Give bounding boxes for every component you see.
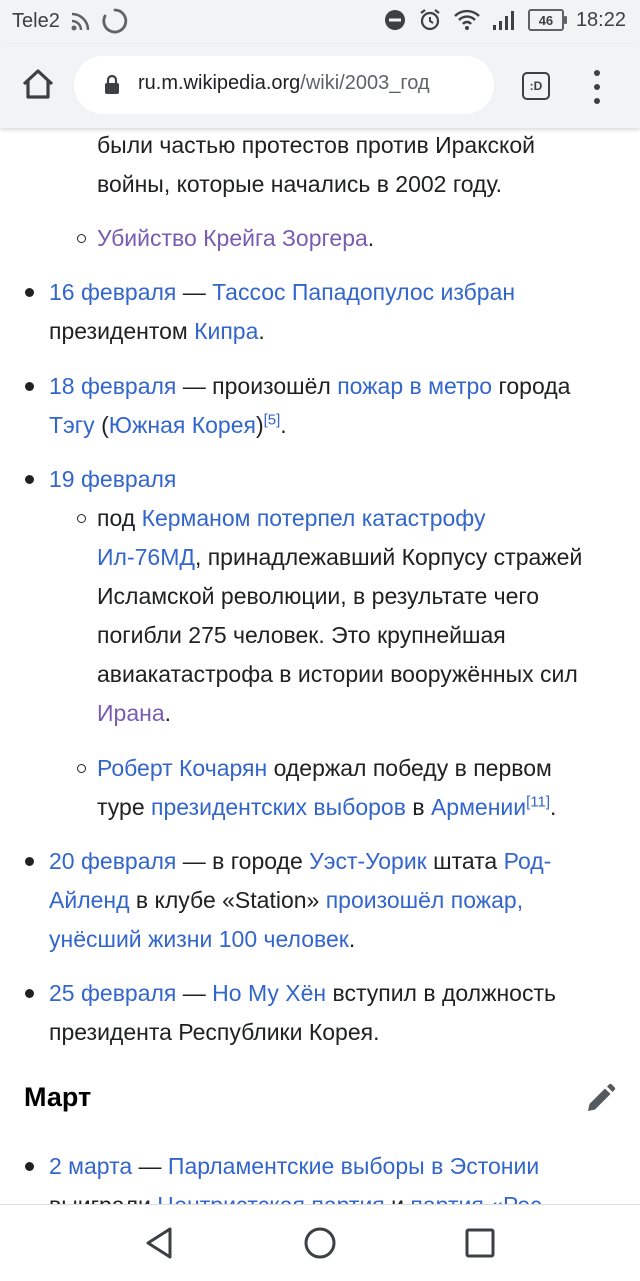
text: . xyxy=(280,412,287,438)
list-item-feb18 xyxy=(49,367,570,406)
url-host: ru.m.wikipedia.org xyxy=(138,72,301,94)
bullet xyxy=(25,382,34,391)
text: ) xyxy=(255,412,264,438)
station-fire-link[interactable]: произошёл пожар, xyxy=(325,887,524,913)
date-link[interactable]: 16 февраля xyxy=(49,279,177,305)
browser-toolbar xyxy=(0,44,640,128)
edit-section-button[interactable] xyxy=(584,1083,616,1115)
armenia-link[interactable]: Армении xyxy=(430,794,527,820)
text: — xyxy=(176,980,213,1006)
date-link[interactable]: 20 февраля xyxy=(49,848,177,874)
text: штата xyxy=(426,848,504,874)
status-bar xyxy=(0,0,640,44)
text-line: Исламской революции, в результате чего xyxy=(97,583,540,609)
ref-link[interactable]: [11] xyxy=(526,793,550,811)
date-link[interactable]: 2 марта xyxy=(49,1153,133,1179)
kocharyan-link[interactable]: Роберт Кочарян xyxy=(97,755,268,781)
iran-link[interactable]: Ирана xyxy=(97,700,165,726)
text-line xyxy=(49,881,523,920)
lock-icon xyxy=(104,75,120,100)
bullet xyxy=(25,1162,34,1171)
text-line: президента Республики Корея. xyxy=(49,1019,380,1045)
tab-switcher-button[interactable]: :D xyxy=(522,72,550,100)
text-line: погибли 275 человек. Это крупнейшая xyxy=(97,622,506,648)
text: под xyxy=(97,505,142,531)
more-menu-button[interactable] xyxy=(590,70,604,104)
text: — в городе xyxy=(176,848,310,874)
list-item-feb19 xyxy=(49,460,176,499)
sub-bullet xyxy=(77,234,86,243)
dot-icon xyxy=(594,70,600,76)
text: президентом xyxy=(49,318,195,344)
text: . xyxy=(348,926,356,952)
date-link[interactable]: 25 февраля xyxy=(49,980,177,1006)
text: — xyxy=(176,279,213,305)
text: города xyxy=(492,373,571,399)
text: — xyxy=(132,1153,168,1179)
papadopoulos-link[interactable]: Тассос Пападопулос избран xyxy=(212,279,516,305)
rhode-island-link-cont[interactable]: Айленд xyxy=(49,887,130,913)
section-heading-march: Март xyxy=(24,1082,92,1112)
clock: 18:22 xyxy=(575,8,626,31)
text-line xyxy=(97,499,485,538)
text-line xyxy=(97,538,582,577)
text: в xyxy=(405,794,431,820)
daegu-link[interactable]: Тэгу xyxy=(49,412,95,438)
article-content xyxy=(0,128,640,1204)
recents-square-icon xyxy=(460,1223,500,1263)
url-text xyxy=(138,72,430,95)
cast-icon xyxy=(70,10,92,32)
signal-icon xyxy=(492,9,516,31)
text-line xyxy=(49,312,265,351)
text-line: войны, которые начались в 2002 году. xyxy=(97,171,503,197)
kerman-crash-link[interactable]: Керманом потерпел катастрофу xyxy=(141,505,486,531)
list-item-feb25 xyxy=(49,974,556,1013)
text: . xyxy=(164,700,171,726)
il76-link[interactable]: Ил-76МД xyxy=(97,544,195,570)
carrier-label: Tele2 xyxy=(12,9,60,32)
sub-bullet xyxy=(77,764,86,773)
sub-bullet xyxy=(77,514,86,523)
do-not-disturb-icon xyxy=(384,9,406,31)
text: . xyxy=(258,318,265,344)
date-link[interactable]: 18 февраля xyxy=(49,373,177,399)
text-line xyxy=(97,694,171,733)
list-item-feb16 xyxy=(49,273,515,312)
bullet xyxy=(25,989,34,998)
dot-icon xyxy=(594,84,600,90)
dot-icon xyxy=(594,98,600,104)
url-path: /wiki/2003_год xyxy=(300,72,430,94)
back-button[interactable] xyxy=(140,1223,180,1263)
roh-moo-hyun-link[interactable]: Но Му Хён xyxy=(212,980,327,1006)
south-korea-link[interactable]: Южная Корея xyxy=(108,412,256,438)
text: — произошёл xyxy=(176,373,338,399)
home-nav-button[interactable] xyxy=(300,1223,340,1263)
home-button[interactable] xyxy=(18,64,58,104)
west-warwick-link[interactable]: Уэст-Уорик xyxy=(309,848,427,874)
rhode-island-link[interactable]: Род- xyxy=(503,848,552,874)
text: ( xyxy=(94,412,109,438)
ref-link[interactable]: [5] xyxy=(263,411,281,429)
bullet xyxy=(25,475,34,484)
estonia-elections-link[interactable]: Парламентские выборы в Эстонии xyxy=(167,1153,540,1179)
elections-link[interactable]: президентских выборов xyxy=(151,794,406,820)
home-circle-icon xyxy=(300,1223,340,1263)
text: в клубе «Station» xyxy=(129,887,326,913)
text: одержал победу в первом xyxy=(267,755,552,781)
list-item-mar2 xyxy=(49,1147,539,1186)
text-line xyxy=(97,749,552,788)
text-line: были частью протестов против Иракской xyxy=(97,132,535,158)
zorger-link[interactable]: Убийство Крейга Зоргера xyxy=(97,225,368,251)
home-icon xyxy=(18,64,58,104)
text-line xyxy=(49,406,287,445)
metro-fire-link[interactable]: пожар в метро xyxy=(337,373,493,399)
text: , принадлежавший Корпусу стражей xyxy=(194,544,583,570)
wifi-icon xyxy=(454,9,480,31)
battery-icon: 46 xyxy=(528,9,564,31)
system-nav-bar xyxy=(0,1204,640,1281)
url-bar[interactable] xyxy=(74,56,494,114)
bullet xyxy=(25,857,34,866)
recents-button[interactable] xyxy=(460,1223,500,1263)
bullet xyxy=(25,288,34,297)
loading-spinner-icon xyxy=(102,8,128,34)
text-line xyxy=(49,920,355,959)
text: . xyxy=(550,794,557,820)
list-item: Убийство Крейга Зоргера. xyxy=(97,225,375,251)
text-line xyxy=(97,788,556,827)
text: туре xyxy=(97,794,152,820)
text: вступил в должность xyxy=(326,980,556,1006)
pencil-icon xyxy=(584,1083,616,1115)
station-fire-link-cont[interactable]: унёсший жизни 100 человек xyxy=(49,926,349,952)
text-line: авиакатастрофа в истории вооружённых сил xyxy=(97,661,578,687)
list-item-feb20 xyxy=(49,842,551,881)
cyprus-link[interactable]: Кипра xyxy=(194,318,259,344)
alarm-icon xyxy=(418,8,442,32)
back-triangle-icon xyxy=(140,1223,180,1263)
date-link[interactable]: 19 февраля xyxy=(49,466,177,492)
